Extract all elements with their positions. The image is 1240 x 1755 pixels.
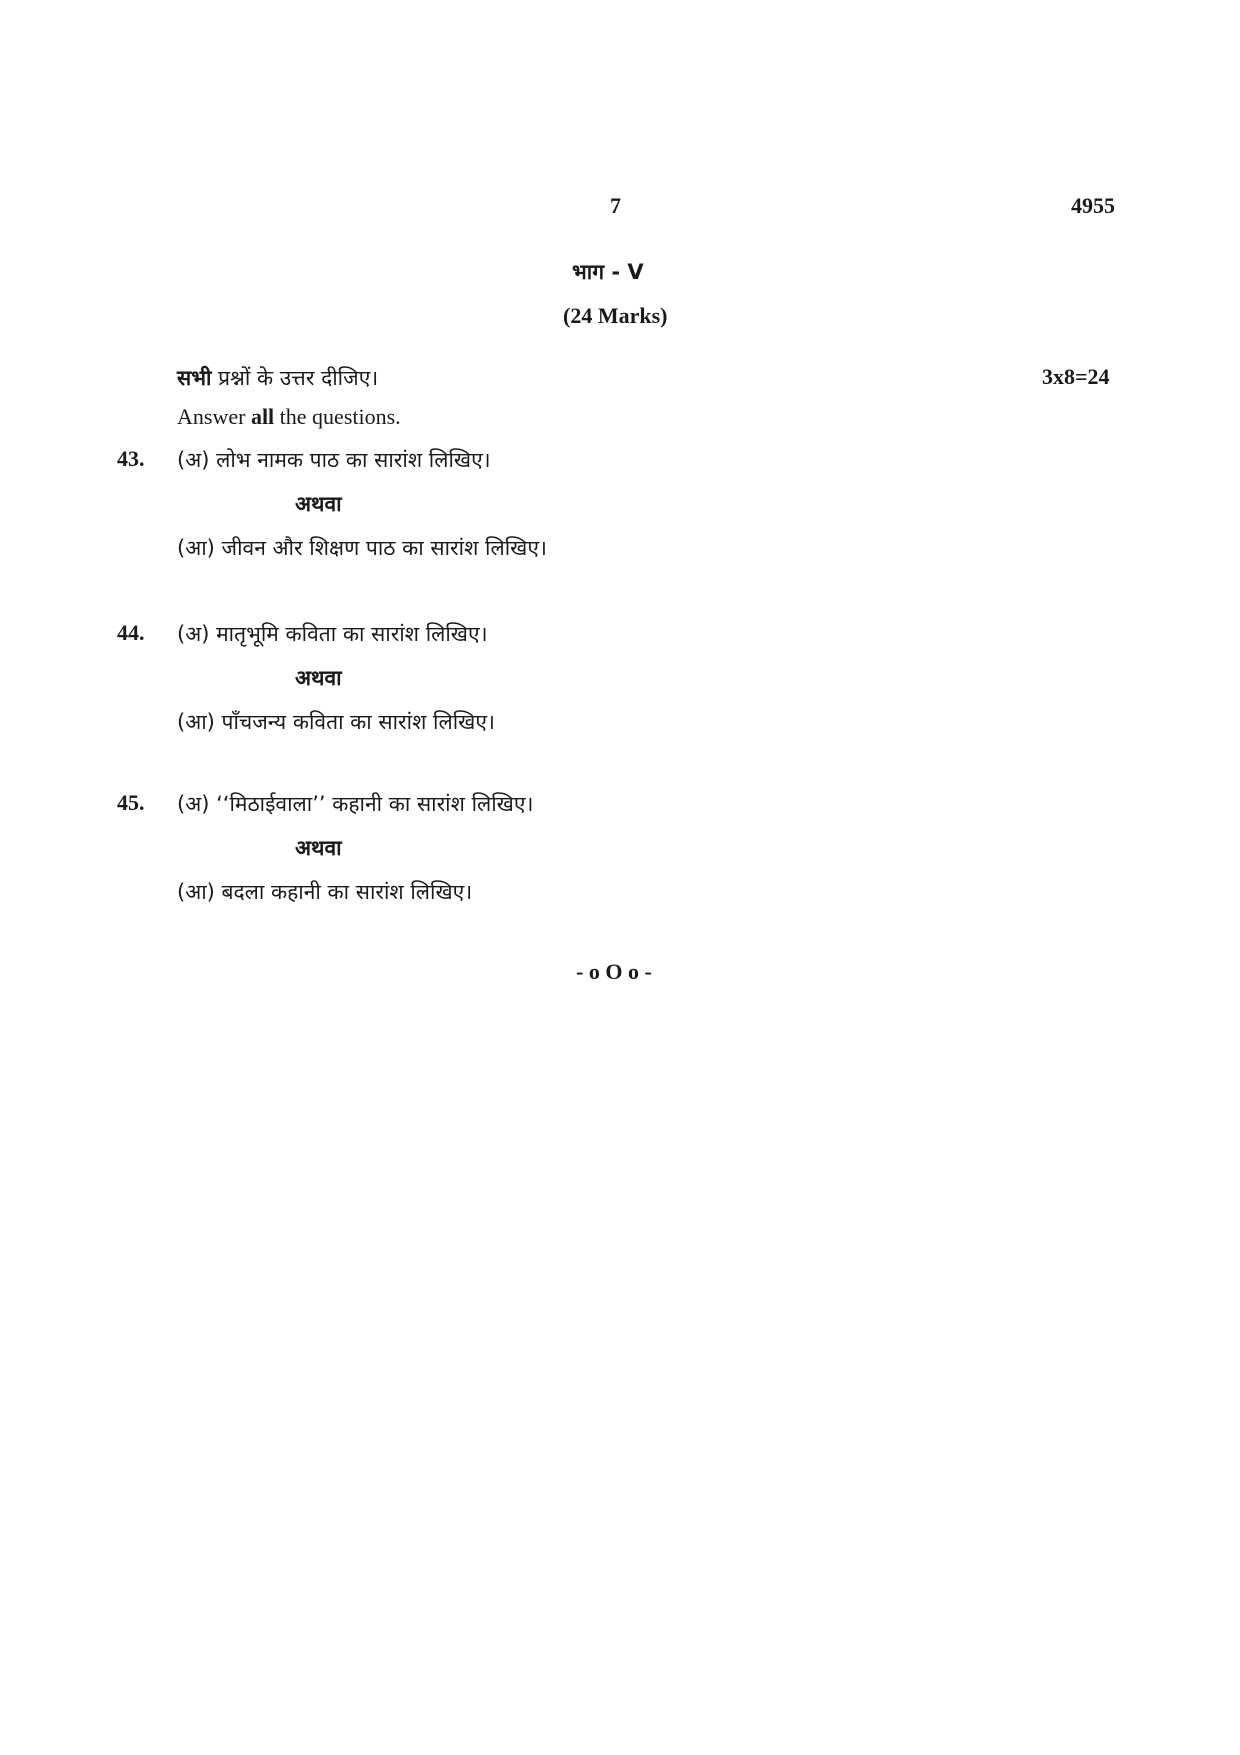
- instruction-hindi-text: प्रश्नों के उत्तर दीजिए।: [211, 366, 379, 390]
- instruction-english-post: the questions.: [274, 404, 401, 429]
- question-number-43: 43.: [117, 446, 145, 471]
- marks-formula: 3x8=24: [1042, 364, 1110, 389]
- question-43-option-a: (अ) लोभ नामक पाठ का सारांश लिखिए।: [177, 448, 491, 472]
- page-number: 7: [610, 193, 621, 218]
- instruction-hindi-emphasis: सभी: [177, 366, 212, 390]
- question-44-option-b: (आ) पाँचजन्य कविता का सारांश लिखिए।: [177, 710, 495, 734]
- instruction-hindi: [177, 364, 378, 392]
- instruction-english-pre: Answer: [177, 404, 251, 429]
- question-number-44: 44.: [117, 620, 145, 645]
- question-44-or-label: अथवा: [295, 666, 342, 690]
- section-marks: (24 Marks): [563, 303, 668, 328]
- instruction-english: [177, 404, 401, 430]
- question-44-option-a: (अ) मातृभूमि कविता का सारांश लिखिए।: [177, 622, 488, 646]
- question-number-45: 45.: [117, 790, 145, 815]
- instruction-english-emphasis: all: [250, 404, 275, 429]
- question-45-option-a: (अ) ‘‘मिठाईवाला’’ कहानी का सारांश लिखिए।: [177, 792, 534, 816]
- question-45-option-b: (आ) बदला कहानी का सारांश लिखिए।: [177, 880, 473, 904]
- question-43-option-b: (आ) जीवन और शिक्षण पाठ का सारांश लिखिए।: [177, 536, 547, 560]
- question-43-or-label: अथवा: [295, 492, 342, 516]
- paper-code: 4955: [1071, 193, 1115, 218]
- end-mark: - o O o -: [576, 959, 652, 984]
- section-title: भाग - V: [572, 260, 644, 284]
- question-45-or-label: अथवा: [295, 836, 342, 860]
